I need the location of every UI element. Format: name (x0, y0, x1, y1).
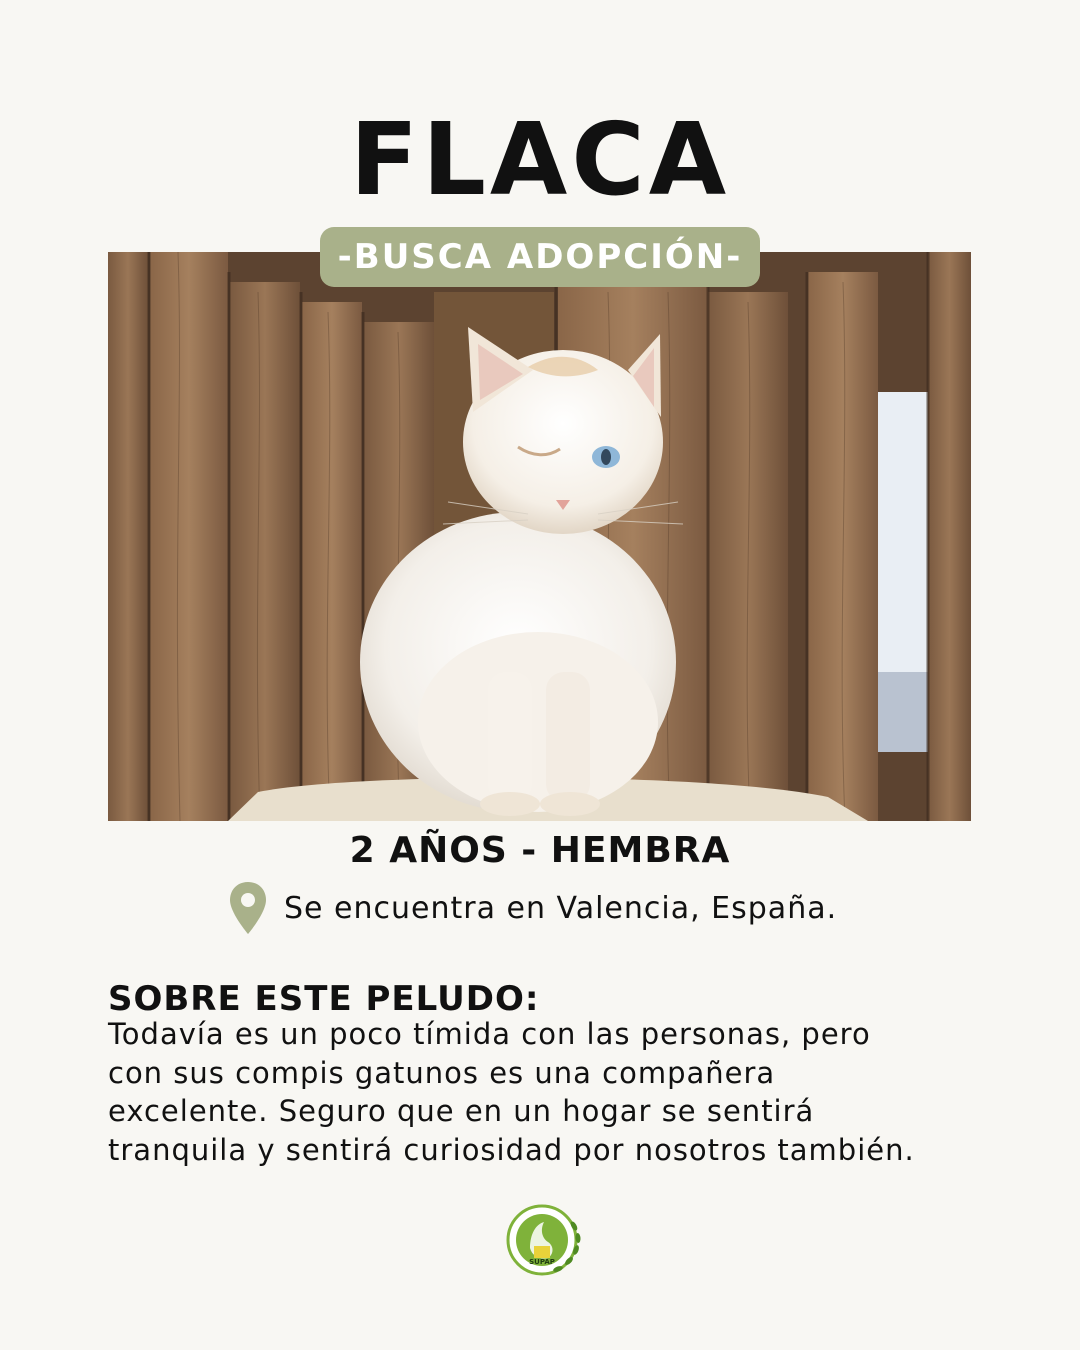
location-row (228, 880, 837, 936)
about-heading: SOBRE ESTE PELUDO: (108, 979, 540, 1019)
map-pin-icon (228, 880, 268, 936)
about-line: con sus compis gatunos es una compañera (108, 1055, 776, 1090)
about-line: tranquila y sentirá curiosidad por nosotros también. (108, 1132, 915, 1167)
location-text: Se encuentra en Valencia, España. (284, 890, 838, 926)
about-line: Todavía es un poco tímida con las personas, pero (108, 1017, 871, 1051)
organization-logo (500, 1198, 584, 1282)
pet-name-title: FLACA (349, 101, 731, 218)
about-description (108, 1015, 978, 1169)
cat-photo (108, 252, 971, 821)
logo-text: SUPAP (529, 1258, 555, 1266)
adoption-badge: -BUSCA ADOPCIÓN- (320, 227, 760, 287)
about-line: excelente. Seguro que en un hogar se sentirá (108, 1094, 815, 1128)
age-sex-label: 2 AÑOS - HEMBRA (349, 830, 731, 871)
